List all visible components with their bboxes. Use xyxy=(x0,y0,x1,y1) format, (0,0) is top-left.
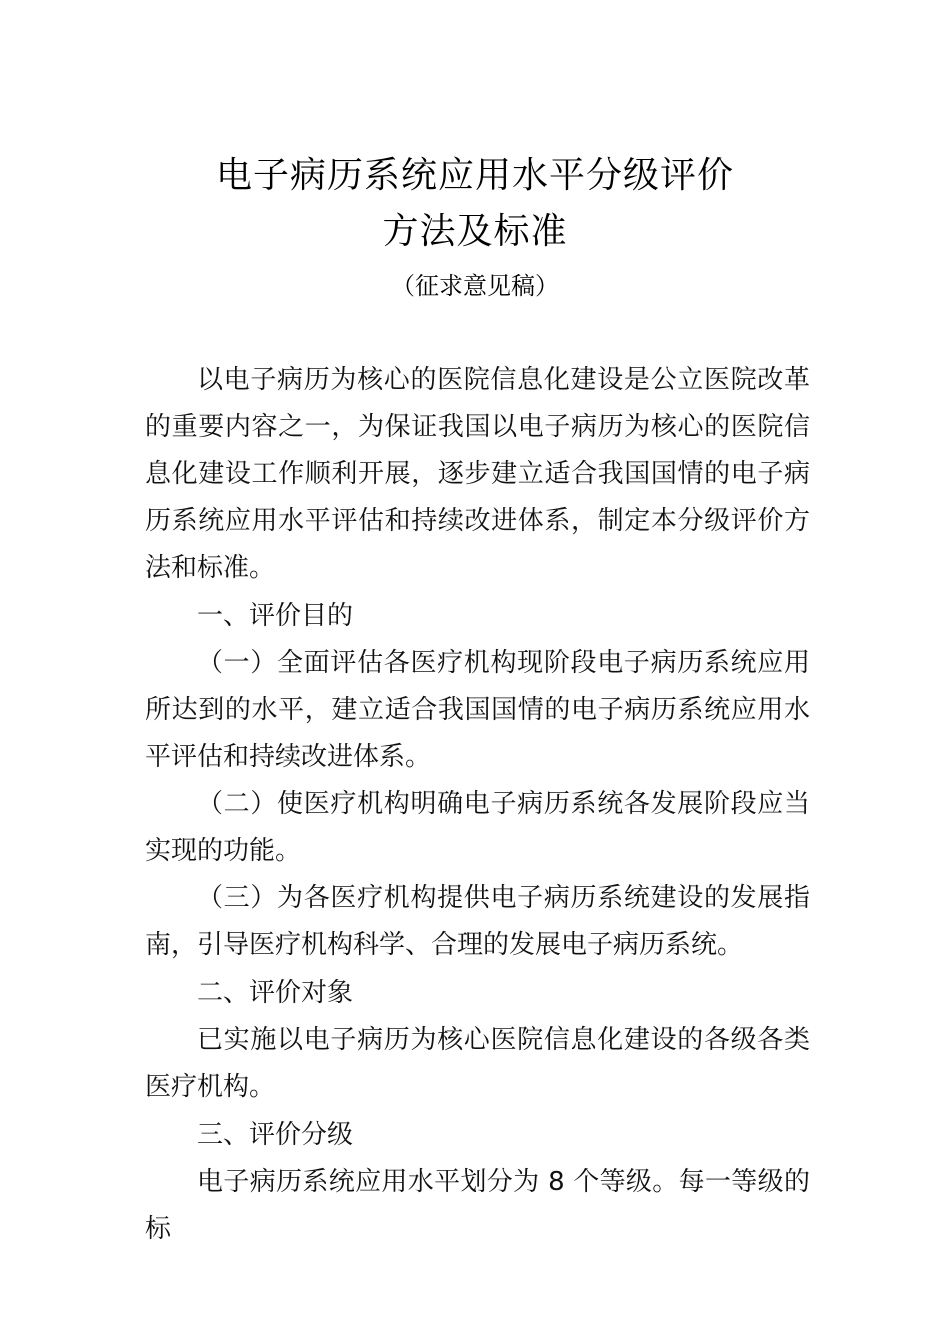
section-1-item-3: （三）为各医疗机构提供电子病历系统建设的发展指南，引导医疗机构科学、合理的发展电子病历系统。 xyxy=(145,883,810,960)
section-2-heading: 二、评价对象 xyxy=(197,978,354,1008)
document-title-line-1: 电子病历系统应用水平分级评价 xyxy=(215,155,734,196)
section-3-heading: 三、评价分级 xyxy=(197,1120,354,1150)
section-1-item-1: （一）全面评估各医疗机构现阶段电子病历系统应用所达到的水平，建立适合我国国情的电子病历系统应用水平评估和持续改进体系。 xyxy=(145,648,810,772)
section-1-item-2: （二）使医疗机构明确电子病历系统各发展阶段应当实现的功能。 xyxy=(145,789,810,866)
document-header xyxy=(0,148,950,306)
document-body xyxy=(145,357,810,1253)
section-1-heading: 一、评价目的 xyxy=(197,601,354,631)
intro-paragraph: 以电子病历为核心的医院信息化建设是公立医院改革的重要内容之一，为保证我国以电子病历为核心的医院信息化建设工作顺利开展，逐步建立适合我国国情的电子病历系统应用水平评估和持续改进体系，制定本分级评价方法和标准。 xyxy=(145,365,810,583)
section-2-paragraph: 已实施以电子病历为核心医院信息化建设的各级各类医疗机构。 xyxy=(145,1025,810,1102)
document-subtitle: （征求意见稿） xyxy=(391,272,559,300)
document-title-line-2: 方法及标准 xyxy=(382,211,568,252)
section-3-paragraph: 电子病历系统应用水平划分为 8 个等级。每一等级的标 xyxy=(145,1167,810,1244)
